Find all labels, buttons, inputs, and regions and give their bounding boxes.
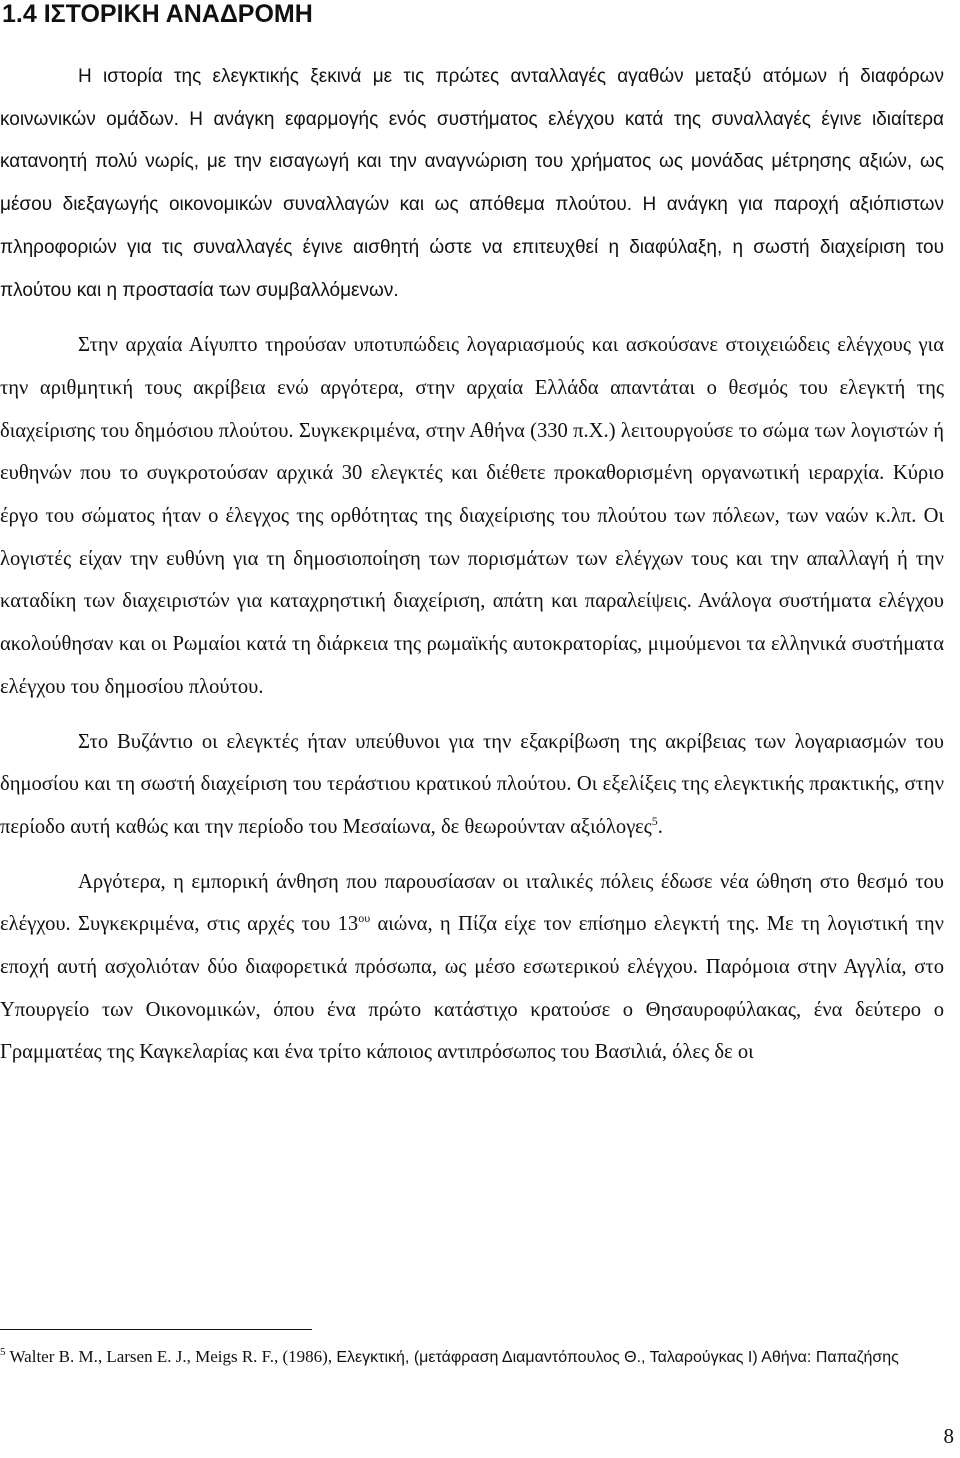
footnote-authors: Walter B. M., Larsen E. J., Meigs R. F., (1986), (9, 1347, 337, 1366)
paragraph-4 (0, 861, 944, 1075)
footnote-publisher: , Ταλαρούγκας Ι) Αθήνα: Παπαζήσης (641, 1349, 899, 1366)
paragraph-3 (0, 721, 944, 849)
paragraph-1-text: Η ιστορία της ελεγκτικής ξεκινά με τις πρώτες ανταλλαγές αγαθών μεταξύ ατόμων ή διαφόρων κοινωνικών ομάδων. Η ανάγκη εφαρμογής ενός συστήματος ελέγχου κατά της συναλλαγές έγινε ιδιαίτερα κατανοητή πολύ νωρίς, με την εισαγωγή και την αναγνώριση του χρήματος ως μονάδας μέτρησης αξιών, ως μέσου διεξαγωγής οικονομικών συναλλαγών και ως απόθεμα πλούτου. Η ανάγκη για παροχή αξιόπιστων πληροφοριών για τις συναλλαγές έγινε αισθητή ώστε να επιτευχθεί η διαφύλαξη, η σωστή διαχείριση του πλούτου και η προστασία των συμβαλλόμενων. (0, 66, 944, 301)
paragraph-4-rest: αιώνα, η Πίζα είχε τον επίσημο ελεγκτή της. Με τη λογιστική την εποχή αυτή ασχολιόταν δύο διαφορετικά πρόσωπα, ως μέσο εσωτερικού ελέγχου. Παρόμοια στην Αγγλία, στο Υπουργείο των Οικονομικών, όπου ένα πρώτο κατάστιχο κρατούσε ο Θησαυροφύλακας, ένα δεύτερο ο Γραμματέας της Καγκελαρίας και ένα τρίτο κάποιος αντιπρόσωπος του Βασιλιά, όλες δε οι (0, 913, 944, 1064)
paragraph-2 (0, 324, 944, 708)
footnote (0, 1344, 950, 1371)
page-number: 8 (943, 1424, 954, 1448)
paragraph-3-end: . (657, 815, 663, 838)
body-text (0, 56, 944, 1074)
footnote-reference: 5 (651, 814, 658, 829)
ordinal-superscript: ου (358, 911, 371, 926)
paragraph-1 (0, 56, 944, 312)
section-heading: 1.4 ΙΣΤΟΡΙΚΗ ΑΝΑΔΡΟΜΗ (2, 0, 313, 28)
footnote-title: Ελεγκτική (336, 1349, 405, 1366)
paragraph-2-text: Στην αρχαία Αίγυπτο τηρούσαν υποτυπώδεις λογαριασμούς και ασκούσανε στοιχειώδεις ελέγχους για την αριθμητική τους ακρίβεια ενώ αργότερα, στην αρχαία Ελλάδα απαντάται ο θεσμός του ελεγκτή της διαχείρισης του δημόσιου πλούτου. Συγκεκριμένα, στην Αθήνα (330 π.Χ.) λειτουργούσε το σώμα των λογιστών ή ευθηνών που το συγκροτούσαν αρχικά 30 ελεγκτές και διέθετε προκαθορισμένη οργανωτική ιεραρχία. Κύριο έργο του σώματος ήταν ο έλεγχος της ορθότητας της διαχείρισης του πλούτου των πόλεων, των ναών κ.λπ. Οι λογιστές είχαν την ευθύνη για τη δημοσιοποίηση των πορισμάτων των ελέγχων τους και την απαλλαγή ή την καταδίκη των διαχειριστών για καταχρηστική διαχείριση, απάτη και παραλείψεις. Ανάλογα συστήματα ελέγχου ακολούθησαν και οι Ρωμαίοι κατά τη διάρκεια της ρωμαϊκής αυτοκρατορίας, μιμούμενοι τα ελληνικά συστήματα ελέγχου του δημοσίου πλούτου. (0, 334, 944, 698)
paragraph-4-text: Αργότερα, η εμπορική άνθηση που παρουσίασαν οι ιταλικές πόλεις έδωσε νέα ώθηση στο θεσμό του ελέγχου. Συγκεκριμένα, στις αρχές του 13 (0, 870, 944, 936)
footnote-translation-label: , (μετάφραση (404, 1349, 502, 1366)
footnote-number: 5 (0, 1346, 6, 1359)
paragraph-3-text: Στο Βυζάντιο οι ελεγκτές ήταν υπεύθυνοι για την εξακρίβωση της ακρίβειας των λογαριασμών του δημοσίου και τη σωστή διαχείριση του τεράστιου κρατικού πλούτου. Οι εξελίξεις της ελεγκτικής πρακτικής, στην περίοδο αυτή καθώς και την περίοδο του Μεσαίωνα, δε θεωρούνταν αξιόλογες (0, 730, 944, 838)
footnote-separator (0, 1329, 312, 1330)
footnote-translator: Διαμαντόπουλος Θ. (501, 1349, 642, 1366)
